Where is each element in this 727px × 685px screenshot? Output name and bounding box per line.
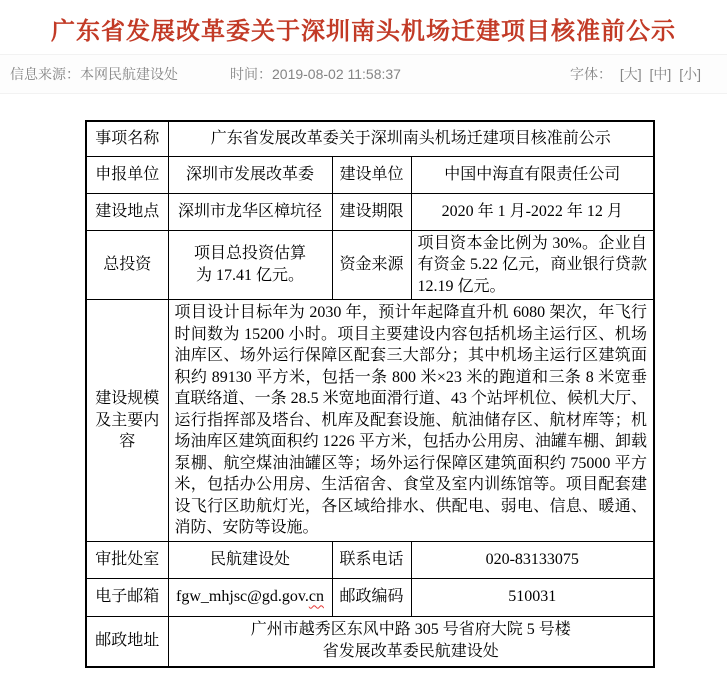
label-construction-period: 建设期限 (332, 193, 411, 230)
label-construction-unit: 建设单位 (332, 156, 411, 193)
value-postal-address (168, 616, 654, 666)
email-text: fgw_mhjsc@gd.gov. (176, 588, 309, 606)
font-size-switcher (570, 64, 701, 84)
table-row-item-name (86, 121, 654, 156)
value-construction-unit: 中国中海直有限责任公司 (411, 156, 654, 193)
font-switch-label: 字体： (569, 66, 612, 82)
meta-source-value: 本网民航建设处 (80, 66, 178, 82)
value-total-investment: 项目总投资估算为 17.41 亿元。 (168, 230, 332, 300)
label-item-name: 事项名称 (86, 121, 168, 156)
project-info-table (85, 120, 655, 668)
value-construction-location: 深圳市龙华区樟坑径 (168, 193, 332, 230)
value-funding-source: 项目资本金比例为 30%。企业自有资金 5.22 亿元，商业银行贷款 12.19 亿元。 (411, 230, 654, 300)
label-postal-code: 邮政编码 (332, 578, 411, 616)
table-row-approval-office (86, 541, 654, 578)
value-email (168, 578, 332, 616)
meta-source (10, 64, 178, 84)
table-row-investment (86, 230, 654, 300)
font-size-large-button[interactable]: [大] (619, 66, 642, 82)
table-row-email-zip (86, 578, 654, 616)
label-construction-location: 建设地点 (86, 193, 168, 230)
value-item-name: 广东省发展改革委关于深圳南头机场迁建项目核准前公示 (168, 121, 654, 156)
table-row-location-period (86, 193, 654, 230)
page-title: 广东省发展改革委关于深圳南头机场迁建项目核准前公示 (51, 18, 676, 45)
font-size-medium-button[interactable]: [中] (649, 66, 672, 82)
table-row-postal-address (86, 616, 654, 666)
meta-time (230, 64, 401, 84)
postal-address-line1: 广州市越秀区东风中路 305 号省府大院 5 号楼 (250, 620, 571, 638)
meta-source-label: 信息来源： (10, 66, 80, 82)
label-postal-address: 邮政地址 (86, 616, 168, 666)
table-row-scale-content (86, 300, 654, 542)
label-total-investment: 总投资 (86, 230, 168, 300)
table-row-units (86, 156, 654, 193)
value-construction-period: 2020 年 1 月-2022 年 12 月 (411, 193, 654, 230)
meta-time-label: 时间： (230, 66, 272, 82)
label-approval-office: 审批处室 (86, 541, 168, 578)
label-scale-and-content: 建设规模及主要内容 (86, 300, 168, 542)
postal-address-line2: 省发展改革委民航建设处 (322, 643, 499, 661)
meta-time-value: 2019-08-02 11:58:37 (272, 66, 401, 82)
label-applicant-unit: 申报单位 (86, 156, 168, 193)
label-funding-source: 资金来源 (332, 230, 411, 300)
value-postal-code: 510031 (411, 578, 654, 616)
value-applicant-unit: 深圳市发展改革委 (168, 156, 332, 193)
value-approval-office: 民航建设处 (168, 541, 332, 578)
value-contact-phone: 020-83133075 (411, 541, 654, 578)
font-size-small-button[interactable]: [小] (679, 66, 701, 82)
label-email: 电子邮箱 (86, 578, 168, 616)
value-scale-and-content: 项目设计目标年为 2030 年，预计年起降直升机 6080 架次，年飞行时间数为 15200 小时。项目主要建设内容包括机场主运行区、机场油库区、场外运行保障区配套三大部分；其中机场主运行区建筑面积约 89130 平方米，包括一条 800 米×23 米的跑道和三条 8 米宽垂直联络道、一条 28.5 米宽地面滑行道、43 个站坪机位、候机大厅、运行指挥部及塔台、机库及配套设施、航油储存区、航材库等；机场油库区建筑面积约 1226 平方米，包括办公用房、油罐车棚、卸载泵棚、航空煤油油罐区等；场外运行保障区建筑面积约 75000 平方米，包括办公用房、生活宿舍、食堂及室内训练馆等。项目配套建设飞行区助航灯光，各区域给排水、供配电、弱电、信息、暖通、消防、安防等设施。 (168, 300, 654, 542)
label-contact-phone: 联系电话 (332, 541, 411, 578)
meta-bar (0, 54, 727, 94)
email-text-spellcheck-squiggle: cn (308, 588, 324, 606)
